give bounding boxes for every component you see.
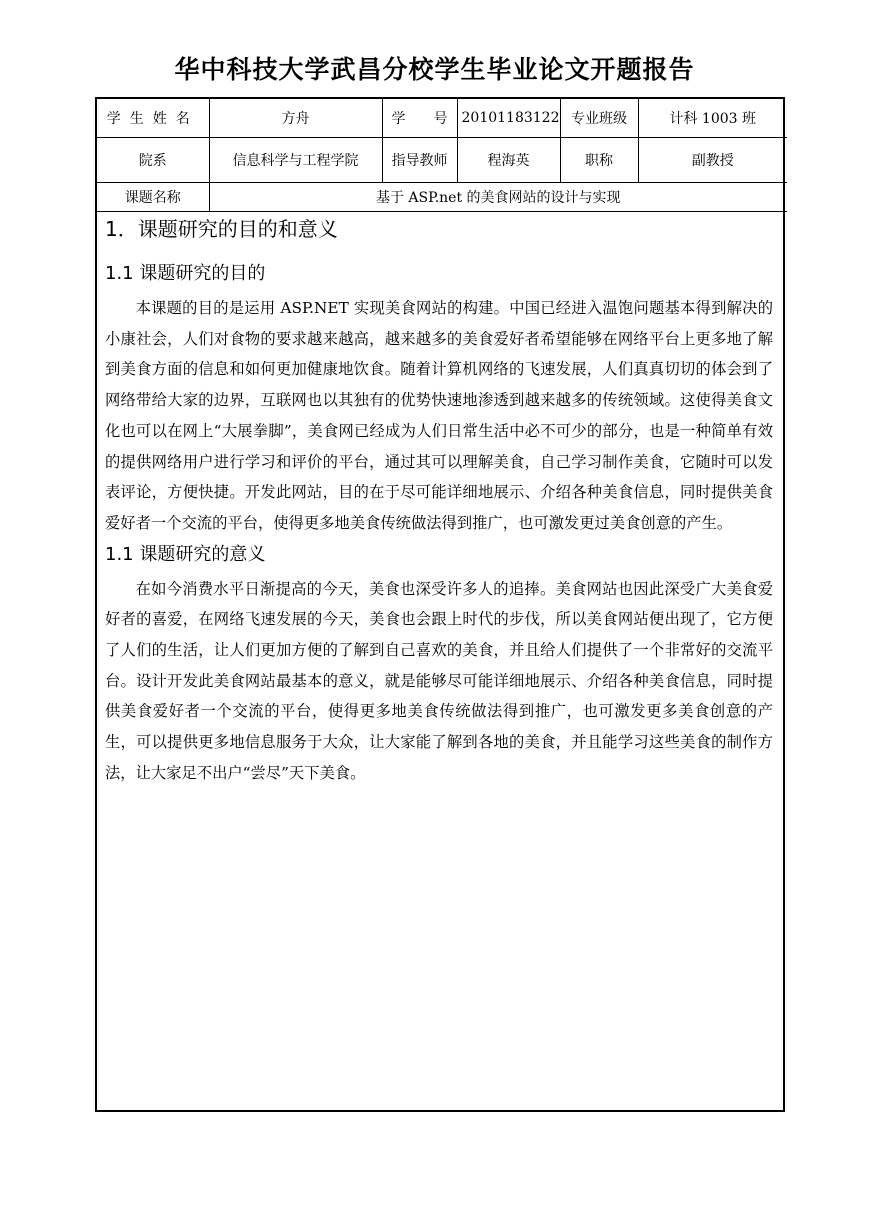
student-info-table [97, 99, 787, 212]
department-label: 院系 [97, 138, 209, 183]
advisor-value: 程海英 [457, 138, 560, 183]
topic-label: 课题名称 [97, 183, 209, 212]
rank-label: 职称 [560, 138, 638, 183]
subsection-heading-purpose: 1.1 课题研究的目的 [105, 263, 266, 284]
subsection-heading-significance: 1.1 课题研究的意义 [105, 543, 266, 565]
info-row-2 [97, 138, 787, 183]
student-name-value: 方舟 [209, 99, 382, 138]
class-label: 专业班级 [560, 99, 638, 138]
class-value: 计科 1003 班 [638, 99, 787, 138]
info-row-1 [97, 99, 787, 138]
student-id-label: 学 号 [382, 99, 457, 138]
report-frame [95, 97, 785, 1112]
significance-paragraph: 在如今消费水平日渐提高的今天，美食也深受许多人的追捧。美食网站也因此深受广大美食爱好者的喜爱，在网络飞速发展的今天，美食也会跟上时代的步伐，所以美食网站便出现了，它方便了人们的生活，让人们更加方便的了解到自己喜欢的美食，并且给人们提供了一个非常好的交流平台。设计开发此美食网站最基本的意义，就是能够尽可能详细地展示、介绍各种美食信息，同时提供美食爱好者一个交流的平台，使得更多地美食传统做法得到推广，也可激发更多美食创意的产生，可以提供更多地信息服务于大众，让大家能了解到各地的美食，并且能学习这些美食的制作方法，让大家足不出户“尝尽”天下美食。 [105, 579, 773, 782]
info-row-3 [97, 183, 787, 212]
rank-value: 副教授 [638, 138, 787, 183]
student-id-value: 20101183122 [457, 99, 560, 138]
department-value: 信息科学与工程学院 [209, 138, 382, 183]
document-title: 华中科技大学武昌分校学生毕业论文开题报告 [174, 55, 695, 84]
topic-value: 基于 ASP.net 的美食网站的设计与实现 [209, 183, 787, 212]
student-name-label: 学生姓名 [97, 99, 209, 138]
section-heading-purpose-significance: 1．课题研究的目的和意义 [105, 217, 338, 241]
purpose-paragraph: 本课题的目的是运用 ASP.NET 实现美食网站的构建。中国已经进入温饱问题基本得到解决的小康社会，人们对食物的要求越来越高，越来越多的美食爱好者希望能够在网络平台上更多地了解到美食方面的信息和如何更加健康地饮食。随着计算机网络的飞速发展，人们真真切切的体会到了网络带给大家的边界，互联网也以其独有的优势快速地渗透到越来越多的传统领域。这使得美食文化也可以在网上“大展拳脚”，美食网已经成为人们日常生活中必不可少的部分，也是一种简单有效的提供网络用户进行学习和评价的平台，通过其可以理解美食，自己学习制作美食，它随时可以发表评论，方便快捷。开发此网站，目的在于尽可能详细地展示、介绍各种美食信息，同时提供美食爱好者一个交流的平台，使得更多地美食传统做法得到推广，也可激发更过美食创意的产生。 [105, 299, 773, 532]
advisor-label: 指导教师 [382, 138, 457, 183]
report-body [105, 215, 773, 792]
